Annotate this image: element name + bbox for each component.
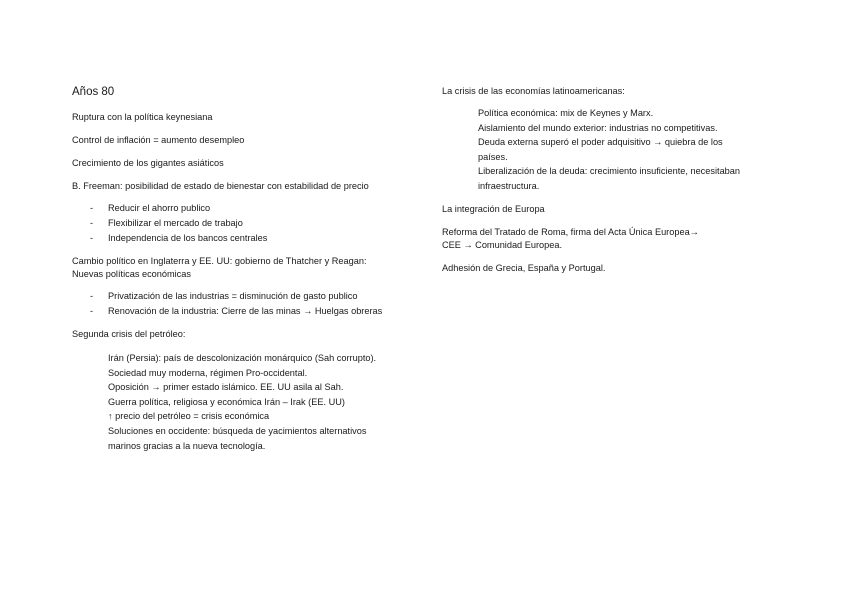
text-line: Deuda externa superó el poder adquisitivo → quiebra de los bbox=[478, 137, 723, 148]
text-line: Oposición → primer estado islámico. EE. UU asila al Sah. bbox=[108, 382, 344, 393]
paragraph-tratado-roma bbox=[442, 226, 782, 252]
paragraph-segunda-crisis: Segunda crisis del petróleo: bbox=[72, 329, 186, 339]
paragraph-line: CEE → Comunidad Europea. bbox=[442, 239, 563, 250]
paragraph-line: Reforma del Tratado de Roma, firma del Acta Única Europea→ bbox=[442, 226, 699, 237]
list-item: - Reducir el ahorro publico bbox=[72, 201, 417, 216]
text-line: Liberalización de la deuda: crecimiento insuficiente, necesitaban bbox=[478, 166, 741, 177]
text-line: Política económica: mix de Keynes y Marx. bbox=[478, 108, 654, 118]
text-line: Soluciones en occidente: búsqueda de yacimientos alternativos bbox=[108, 425, 367, 436]
paragraph-line: Cambio político en Inglaterra y EE. UU: gobierno de Thatcher y Reagan: bbox=[72, 256, 367, 266]
list-item: - Privatización de las industrias = disminución de gasto publico bbox=[72, 289, 417, 304]
text-line: ↑ precio del petróleo = crisis económica bbox=[108, 411, 270, 422]
text-line: países. bbox=[478, 151, 508, 162]
paragraph-ruptura: Ruptura con la política keynesiana bbox=[72, 112, 213, 122]
text-line: Irán (Persia): país de descolonización monárquico (Sah corrupto). bbox=[108, 353, 377, 363]
text-line: Aislamiento del mundo exterior: industrias no competitivas. bbox=[478, 122, 718, 133]
latam-block bbox=[478, 106, 782, 194]
heading-crisis-latinoamericanas: La crisis de las economías latinoamericanas: bbox=[442, 86, 625, 96]
paragraph-control-inflacion: Control de inflación = aumento desempleo bbox=[72, 135, 245, 145]
paragraph-cambio-politico bbox=[72, 255, 417, 281]
paragraph-line: Nuevas políticas económicas bbox=[72, 269, 191, 279]
paragraph-adhesion: Adhesión de Grecia, España y Portugal. bbox=[442, 262, 606, 273]
text-line: infraestructura. bbox=[478, 180, 540, 191]
list-item: - Renovación de la industria: Cierre de las minas → Huelgas obreras bbox=[72, 304, 417, 319]
text-line: Guerra política, religiosa y económica Irán – Irak (EE. UU) bbox=[108, 396, 345, 407]
oil-crisis-block bbox=[108, 351, 417, 453]
bullet-list-politicas bbox=[72, 289, 417, 319]
text-line: marinos gracias a la nueva tecnología. bbox=[108, 440, 266, 451]
paragraph-gigantes-asiaticos: Crecimiento de los gigantes asiáticos bbox=[72, 158, 224, 168]
bullet-list-freeman bbox=[72, 201, 417, 246]
right-column bbox=[442, 85, 782, 285]
heading-integracion-europa: La integración de Europa bbox=[442, 203, 545, 214]
paragraph-freeman: B. Freeman: posibilidad de estado de bienestar con estabilidad de precio bbox=[72, 181, 369, 191]
list-item: - Flexibilizar el mercado de trabajo bbox=[72, 216, 417, 231]
list-item: - Independencia de los bancos centrales bbox=[72, 231, 417, 246]
left-column bbox=[72, 85, 417, 463]
section-title-anos-80: Años 80 bbox=[72, 86, 115, 98]
text-line: Sociedad muy moderna, régimen Pro-occidental. bbox=[108, 367, 308, 378]
